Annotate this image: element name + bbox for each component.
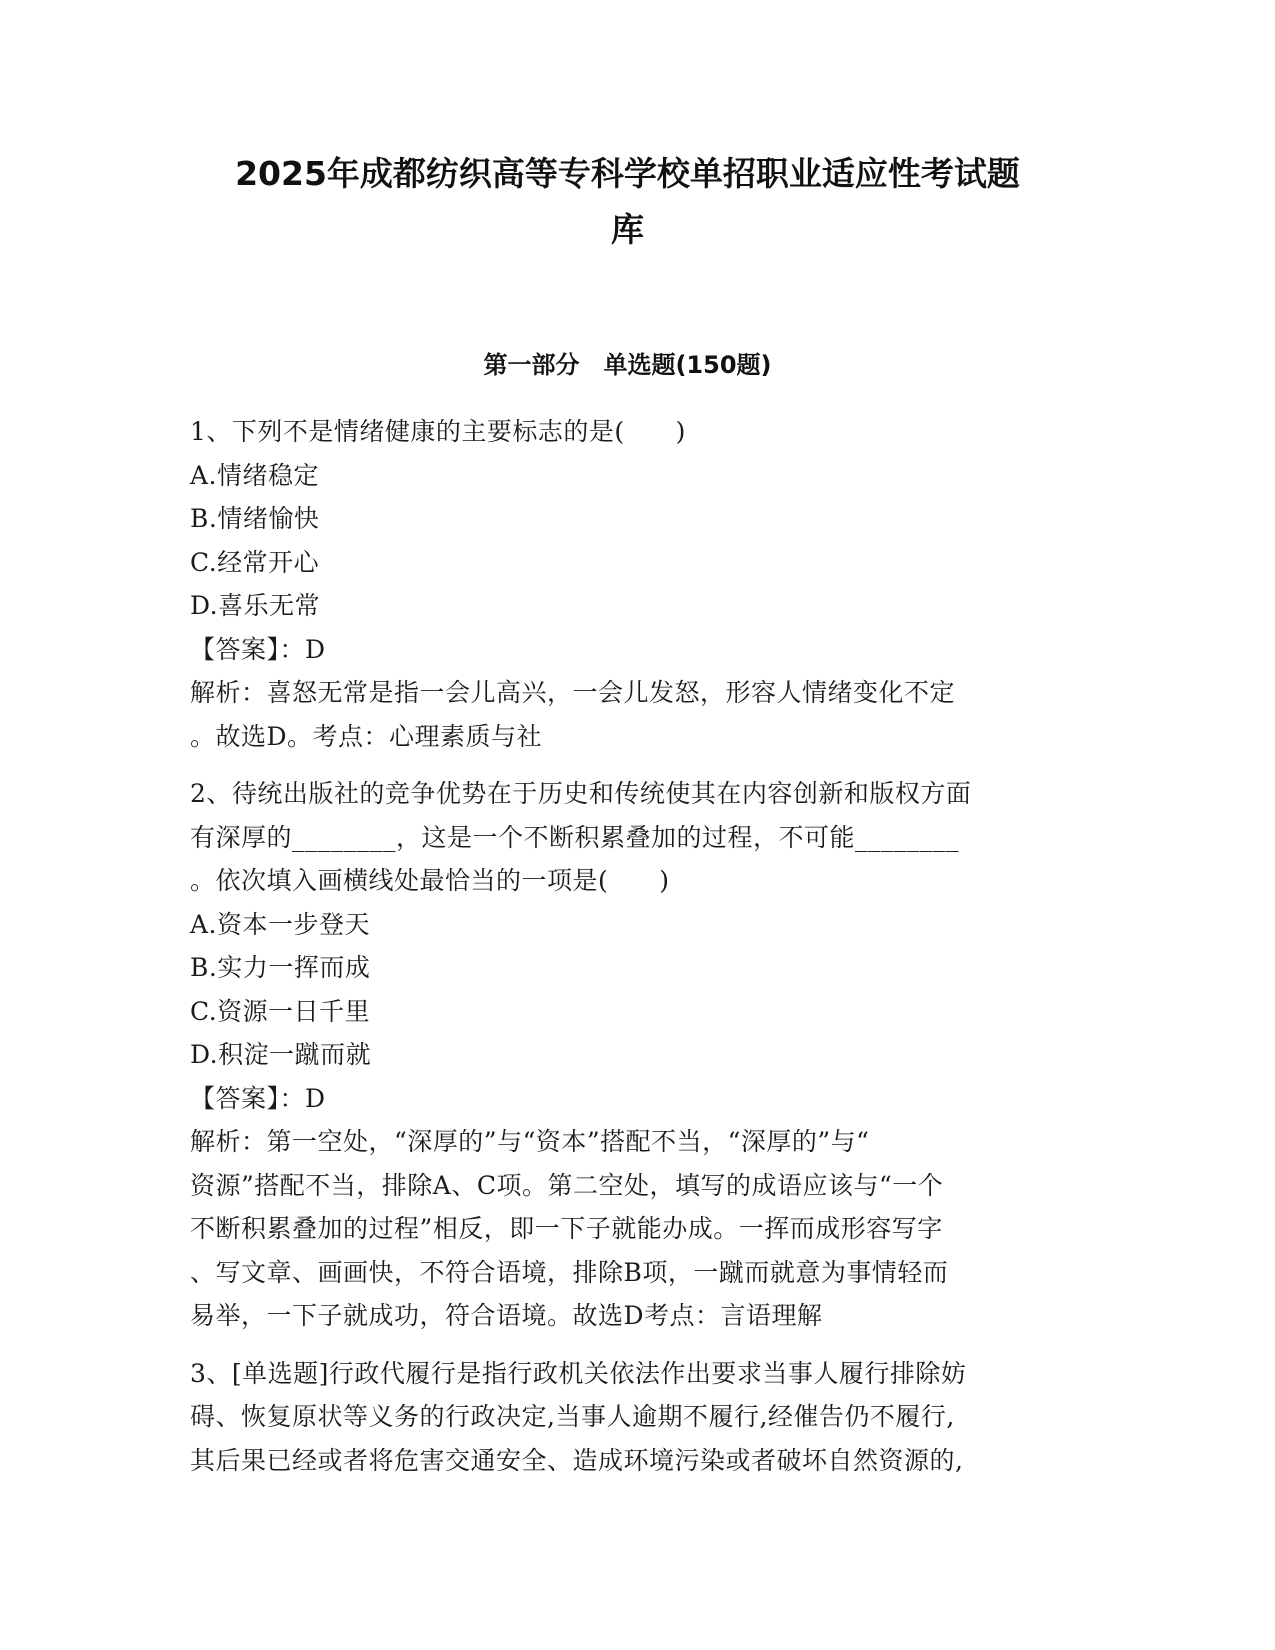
answer-option: C.资源一日千里 — [190, 996, 371, 1026]
question-block — [190, 410, 1080, 758]
question-stem-line: 其后果已经或者将危害交通安全、造成环境污染或者破坏自然资源的, — [190, 1445, 964, 1475]
question-stem-line: 。依次填入画横线处最恰当的一项是( ) — [190, 866, 670, 895]
answer-key: 【答案】：D — [190, 634, 326, 664]
answer-key: 【答案】：D — [190, 1083, 326, 1113]
question-stem-line: 3、[单选题]行政代履行是指行政机关依法作出要求当事人履行排除妨 — [190, 1358, 967, 1388]
question-list — [190, 410, 1080, 1482]
analysis-line: 解析：第一空处，“深厚的”与“资本”搭配不当，“深厚的”与“ — [190, 1127, 870, 1156]
answer-option: A.资本一步登天 — [190, 909, 371, 939]
analysis-line: 资源”搭配不当，排除A、C项。第二空处，填写的成语应该与“一个 — [190, 1170, 944, 1200]
answer-option: D.喜乐无常 — [190, 591, 321, 620]
document-title-line-1: 2025年成都纺织高等专科学校单招职业适应性考试题 — [235, 154, 1020, 193]
analysis-line: 。故选D。考点：心理素质与社 — [190, 721, 543, 751]
answer-option: D.积淀一蹴而就 — [190, 1040, 372, 1069]
analysis-line: 、写文章、画画快，不符合语境，排除B项，一蹴而就意为事情轻而 — [190, 1257, 949, 1287]
question-spacer — [190, 758, 1080, 772]
document-title-line-2: 库 — [611, 210, 644, 249]
analysis-line: 解析：喜怒无常是指一会儿高兴，一会儿发怒，形容人情绪变化不定 — [190, 678, 956, 707]
document-title — [180, 146, 1075, 258]
question-stem-line: 2、待统出版社的竞争优势在于历史和传统使其在内容创新和版权方面 — [190, 779, 972, 808]
question-stem-line: 1、下列不是情绪健康的主要标志的是( ) — [190, 417, 686, 446]
analysis-line: 易举，一下子就成功，符合语境。故选D考点：言语理解 — [190, 1301, 823, 1330]
analysis-line: 不断积累叠加的过程”相反，即一下子就能办成。一挥而成形容写字 — [190, 1214, 943, 1243]
answer-option: B.实力一挥而成 — [190, 953, 371, 982]
question-block — [190, 772, 1080, 1338]
answer-option: A.情绪稳定 — [190, 460, 320, 490]
section-title: 第一部分 单选题(150题) — [483, 351, 772, 379]
question-stem-line: 碍、恢复原状等义务的行政决定,当事人逾期不履行,经催告仍不履行, — [190, 1402, 955, 1431]
question-spacer — [190, 1338, 1080, 1352]
question-stem-line: 有深厚的________，这是一个不断积累叠加的过程，不可能________ — [190, 822, 960, 852]
answer-option: B.情绪愉快 — [190, 504, 320, 533]
question-block — [190, 1352, 1080, 1483]
answer-option: C.经常开心 — [190, 547, 320, 577]
